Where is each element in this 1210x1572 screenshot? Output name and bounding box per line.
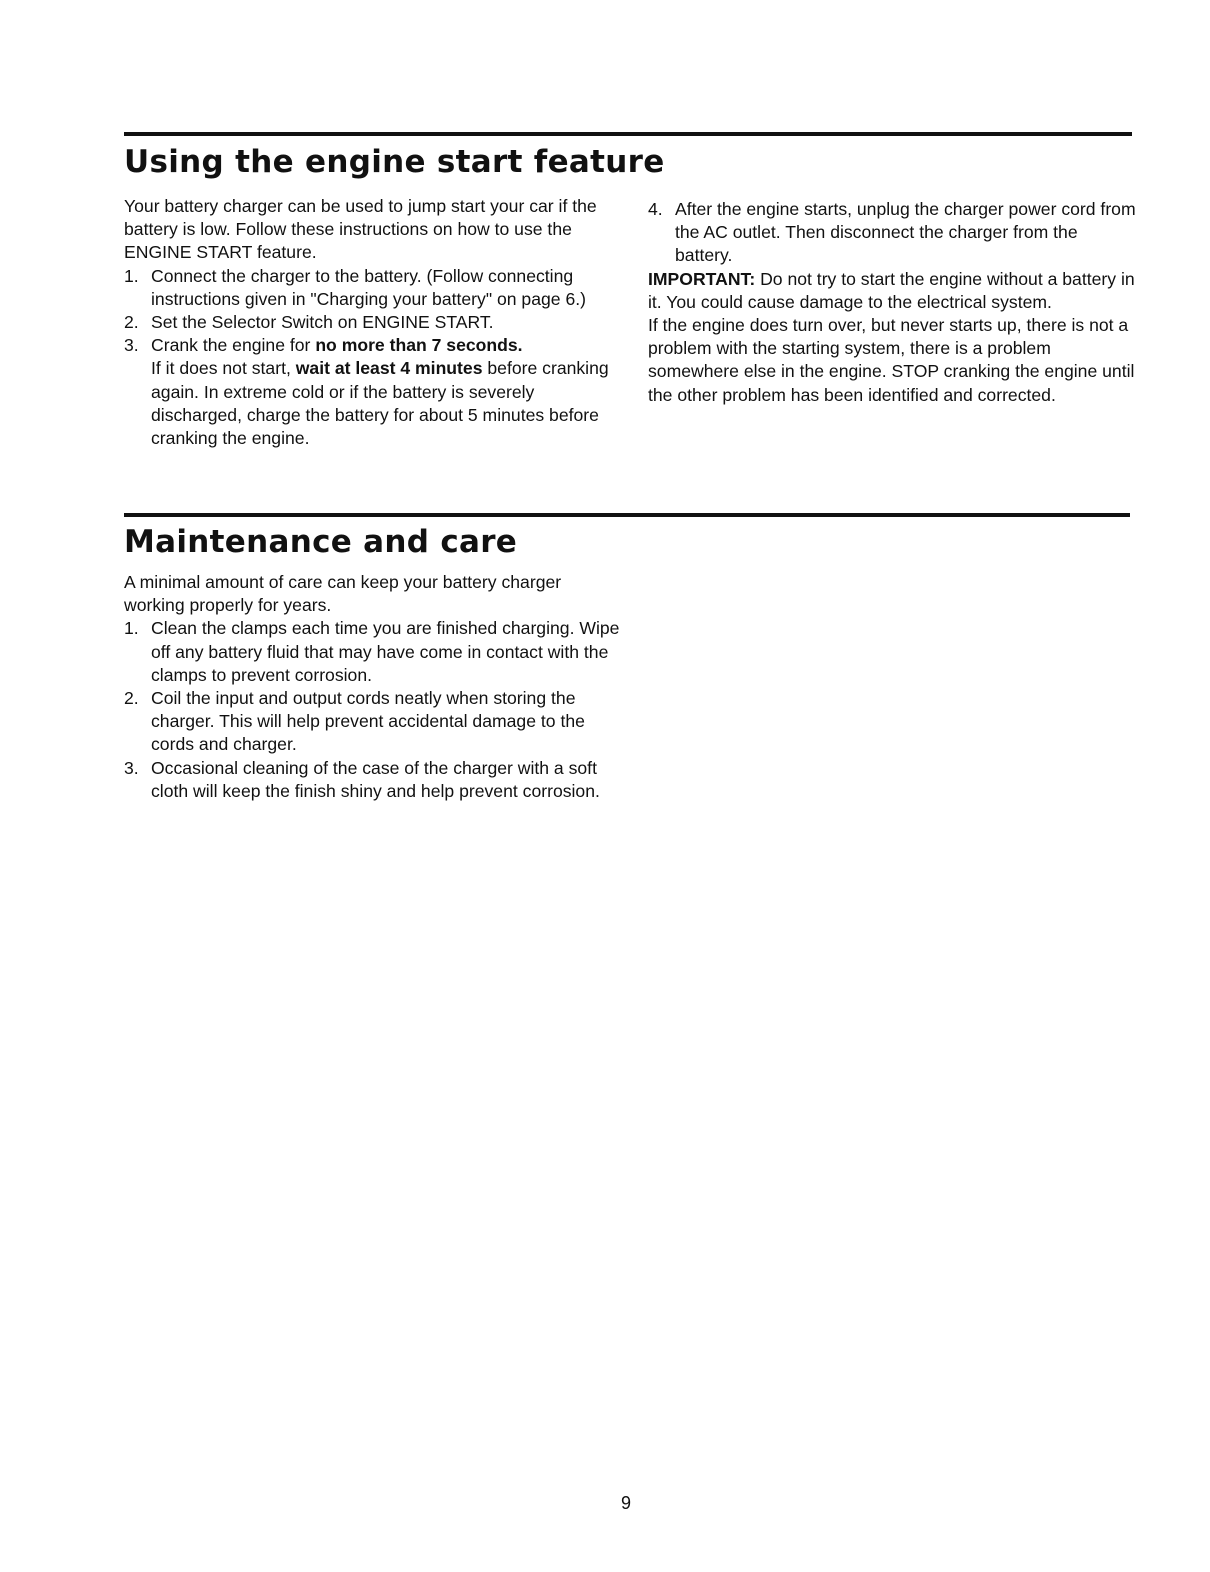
- step-number: 3.: [124, 757, 139, 778]
- step-text: [151, 334, 624, 450]
- step-bold-time-limit: no more than 7 seconds.: [315, 335, 523, 356]
- page-number: 9: [620, 1493, 631, 1513]
- step-number: 2.: [124, 312, 139, 333]
- important-label: IMPORTANT:: [648, 268, 756, 289]
- list-item: [124, 687, 624, 757]
- step-text: Occasional cleaning of the case of the charger with a soft cloth will keep the finish shiny and help prevent corrosion.: [151, 757, 600, 801]
- list-item: [124, 617, 624, 687]
- engine-start-steps-continued: [648, 198, 1138, 268]
- list-item: [124, 265, 624, 311]
- list-item: [124, 334, 624, 450]
- step-number: 1.: [124, 265, 139, 286]
- step-number: 4.: [648, 199, 663, 219]
- section-title-maintenance: Maintenance and care: [124, 524, 518, 560]
- maintenance-column: [124, 571, 624, 803]
- engine-start-closing: If the engine does turn over, but never starts up, there is not a problem with the starting system, there is a problem somewhere else in the engine. STOP cranking the engine until the other problem has been identified and corrected.: [648, 315, 1135, 405]
- step-text-part: If it does not start,: [151, 358, 296, 379]
- important-note: [648, 268, 1138, 314]
- section-rule-middle: [124, 513, 1130, 517]
- step-text: Clean the clamps each time you are finished charging. Wipe off any battery fluid that may have come in contact with the clamps to prevent corrosion.: [151, 618, 620, 685]
- step-number: 3.: [124, 335, 139, 356]
- step-text: Set the Selector Switch on ENGINE START.: [151, 312, 494, 333]
- engine-start-intro: Your battery charger can be used to jump start your car if the battery is low. Follow these instructions on how to use the ENGINE START feature.: [124, 196, 597, 263]
- important-text: Do not try to start the engine without a battery in it. You could cause damage to the electrical system.: [648, 268, 1135, 312]
- list-item: [648, 198, 1138, 268]
- section-rule-top: [124, 132, 1132, 136]
- step-text-part: Crank the engine for: [151, 335, 316, 356]
- step-bold-wait: wait at least 4 minutes: [295, 358, 483, 379]
- step-text-part: before cranking again. In extreme cold or if the battery is severely discharged, charge the battery for about 5 minutes before cranking the engine.: [151, 358, 609, 449]
- step-number: 2.: [124, 688, 139, 709]
- engine-start-steps: [124, 265, 624, 451]
- step-text: After the engine starts, unplug the charger power cord from the AC outlet. Then disconnect the charger from the battery.: [675, 199, 1136, 266]
- step-number: 1.: [124, 618, 139, 639]
- engine-start-right-column: [648, 198, 1138, 407]
- maintenance-steps: [124, 617, 624, 803]
- list-item: [124, 757, 624, 803]
- step-text: Coil the input and output cords neatly when storing the charger. This will help prevent accidental damage to the cords and charger.: [151, 688, 585, 755]
- list-item: [124, 311, 624, 334]
- engine-start-left-column: [124, 195, 624, 450]
- section-title-engine-start: Using the engine start feature: [124, 144, 665, 180]
- step-text: Connect the charger to the battery. (Follow connecting instructions given in "Charging your battery" on page 6.): [151, 265, 586, 309]
- maintenance-intro: A minimal amount of care can keep your battery charger working properly for years.: [124, 572, 562, 616]
